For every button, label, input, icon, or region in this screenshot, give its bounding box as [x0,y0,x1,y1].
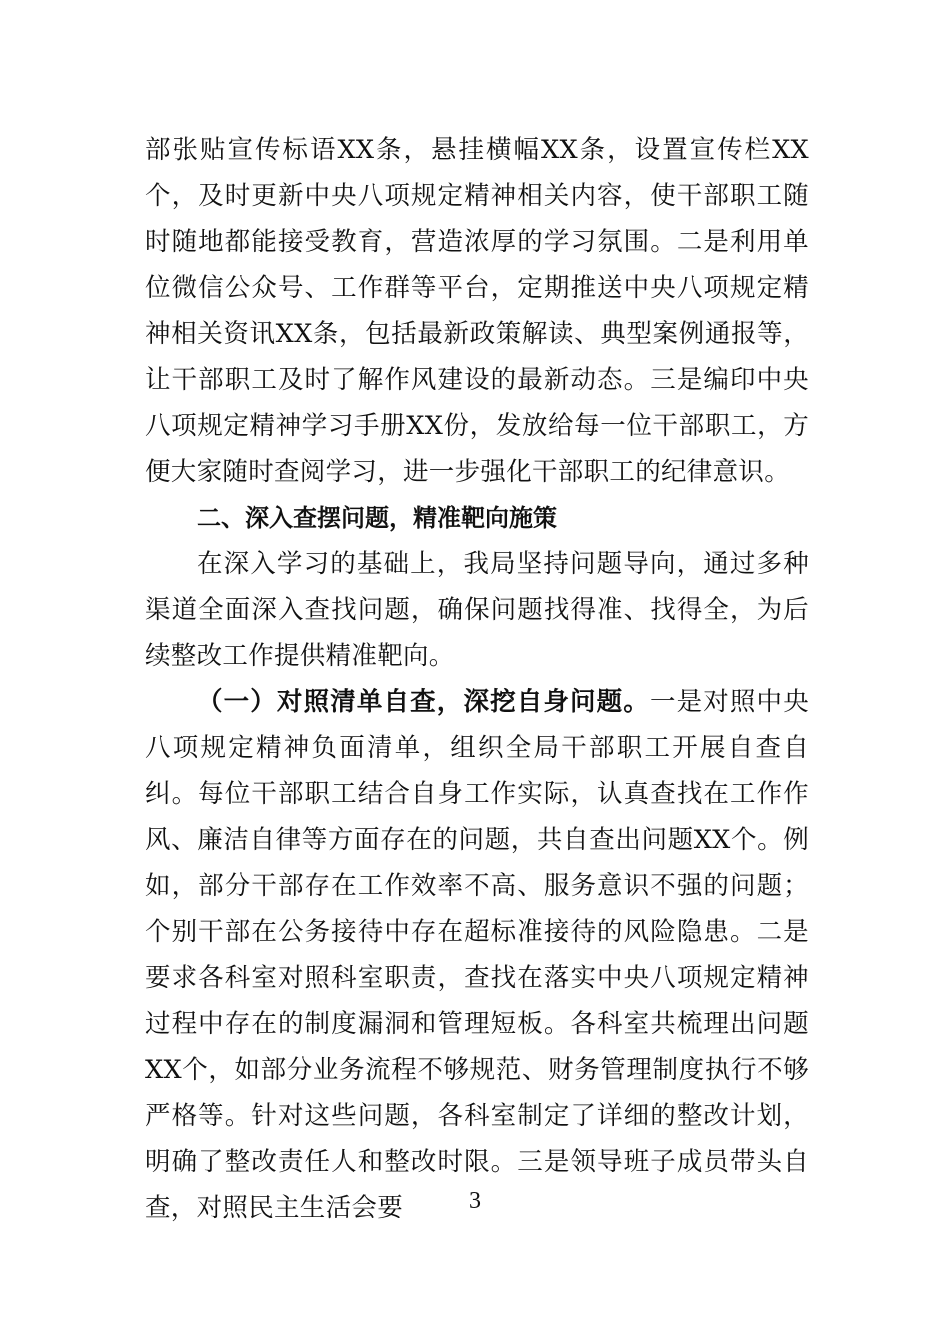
body-text [145,127,809,1231]
page-number: 3 [469,1188,481,1214]
subsection-body: 一是对照中央八项规定精神负面清单，组织全局干部职工开展自查自纠。每位干部职工结合自身工作实际，认真查找在工作作风、廉洁自律等方面存在的问题，共自查出问题XX个。例如，部分干部存在工作效率不高、服务意识不强的问题；个别干部在公务接待中存在超标准接待的风险隐患。二是要求各科室对照科室职责，查找在落实中央八项规定精神过程中存在的制度漏洞和管理短板。各科室共梳理出问题XX个，如部分业务流程不够规范、财务管理制度执行不够严格等。针对这些问题，各科室制定了详细的整改计划，明确了整改责任人和整改时限。三是领导班子成员带头自查，对照民主生活会要 [145,687,809,1223]
subsection-title: （一）对照清单自查，深挖自身问题。 [197,687,650,717]
paragraph-continuation: 部张贴宣传标语XX条，悬挂横幅XX条，设置宣传栏XX个，及时更新中央八项规定精神相关内容，使干部职工随时随地都能接受教育，营造浓厚的学习氛围。二是利用单位微信公众号、工作群等平台，定期推送中央八项规定精神相关资讯XX条，包括最新政策解读、典型案例通报等，让干部职工及时了解作风建设的最新动态。三是编印中央八项规定精神学习手册XX份，发放给每一位干部职工，方便大家随时查阅学习，进一步强化干部职工的纪律意识。 [145,135,809,487]
intro-paragraph: 在深入学习的基础上，我局坚持问题导向，通过多种渠道全面深入查找问题，确保问题找得准、找得全，为后续整改工作提供精准靶向。 [145,549,809,671]
section-heading: 二、深入查摆问题，精准靶向施策 [197,504,557,532]
subsection-paragraph [145,679,809,1231]
